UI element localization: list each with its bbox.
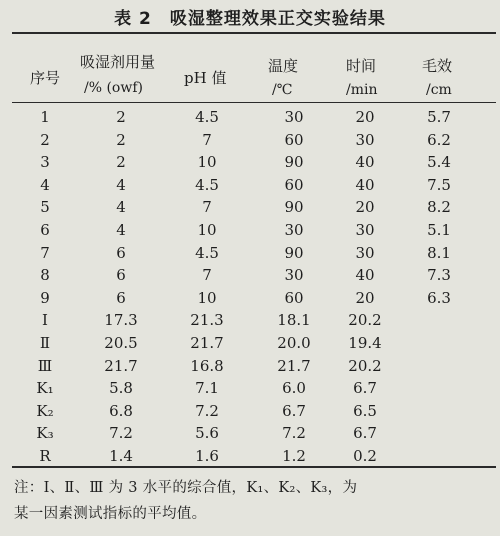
- cell-temp: 30: [284, 108, 304, 126]
- cell-time: 30: [355, 243, 375, 262]
- cell-time: 20: [355, 108, 375, 126]
- cell-dose: 17.3: [104, 311, 138, 330]
- cell-time: 30: [355, 221, 375, 239]
- cell-seq: 2: [40, 130, 50, 149]
- cell-seq: 5: [40, 198, 50, 217]
- cell-ph: 21.3: [190, 311, 224, 330]
- cell-temp: 30: [284, 221, 304, 239]
- cell-time: 6.7: [353, 424, 377, 443]
- cell-ph: 21.7: [190, 334, 224, 352]
- cell-seq: 9: [40, 288, 50, 307]
- cell-ph: 7.1: [195, 379, 219, 398]
- cell-dose: 4: [116, 175, 126, 194]
- cell-temp: 21.7: [277, 356, 311, 375]
- cell-wick: 7.3: [427, 266, 451, 285]
- cell-wick: 5.4: [427, 153, 451, 172]
- cell-dose: 21.7: [104, 356, 138, 375]
- cell-wick: 8.2: [427, 198, 451, 217]
- bottom-rule: [12, 466, 496, 468]
- cell-wick: 5.1: [427, 221, 451, 239]
- cell-time: 40: [355, 266, 375, 285]
- cell-time: 20.2: [348, 356, 382, 375]
- cell-wick: 8.1: [427, 243, 451, 262]
- table-title: 表 2 吸湿整理效果正交实验结果: [114, 9, 386, 29]
- cell-dose: 20.5: [104, 334, 138, 352]
- cell-seq: Ⅱ: [39, 334, 51, 352]
- cell-dose: 2: [116, 153, 126, 172]
- cell-wick: 7.5: [427, 175, 451, 194]
- header-temp-unit: /℃: [272, 82, 293, 98]
- header-dose: 吸湿剂用量: [80, 53, 156, 71]
- note-line-1: 注：Ⅰ、Ⅱ、Ⅲ 为 3 水平的综合值，K₁、K₂、K₃，为: [14, 480, 358, 496]
- cell-ph: 4.5: [195, 108, 219, 126]
- cell-temp: 7.2: [282, 424, 306, 443]
- header-ph: pH 值: [184, 69, 227, 87]
- cell-dose: 6: [116, 266, 126, 285]
- header-dose-unit: /% (owf): [84, 80, 143, 96]
- cell-dose: 6: [116, 288, 126, 307]
- cell-dose: 2: [116, 108, 126, 126]
- header-rule: [12, 102, 496, 103]
- cell-seq: K₁: [36, 379, 54, 398]
- cell-temp: 90: [284, 153, 304, 172]
- header-time: 时间: [346, 57, 377, 75]
- cell-ph: 4.5: [195, 175, 219, 194]
- cell-ph: 10: [197, 288, 217, 307]
- cell-time: 20: [355, 288, 375, 307]
- cell-dose: 6.8: [109, 401, 133, 420]
- header-time-unit: /min: [346, 82, 378, 98]
- cell-ph: 5.6: [195, 424, 219, 443]
- header-temp: 温度: [268, 57, 299, 75]
- cell-temp: 90: [284, 243, 304, 262]
- cell-seq: 3: [40, 153, 50, 172]
- cell-dose: 4: [116, 198, 126, 217]
- cell-ph: 7: [202, 198, 212, 217]
- cell-temp: 6.7: [282, 401, 306, 420]
- cell-seq: 1: [40, 108, 50, 126]
- cell-ph: 10: [197, 153, 217, 172]
- cell-temp: 20.0: [277, 334, 311, 352]
- cell-wick: 6.2: [427, 130, 451, 149]
- cell-time: 19.4: [348, 334, 382, 352]
- cell-seq: Ⅰ: [42, 311, 48, 330]
- cell-temp: 18.1: [277, 311, 311, 330]
- cell-time: 6.5: [353, 401, 377, 420]
- cell-dose: 1.4: [109, 447, 133, 465]
- cell-dose: 7.2: [109, 424, 133, 443]
- cell-dose: 6: [116, 243, 126, 262]
- cell-time: 0.2: [353, 447, 377, 465]
- cell-time: 20.2: [348, 311, 382, 330]
- top-rule: [12, 32, 496, 34]
- cell-time: 40: [355, 153, 375, 172]
- cell-seq: 8: [40, 266, 50, 285]
- cell-ph: 10: [197, 221, 217, 239]
- cell-temp: 60: [284, 288, 304, 307]
- cell-seq: 4: [40, 175, 50, 194]
- cell-temp: 30: [284, 266, 304, 285]
- cell-temp: 60: [284, 130, 304, 149]
- cell-ph: 7: [202, 130, 212, 149]
- cell-wick: 6.3: [427, 288, 451, 307]
- cell-wick: 5.7: [427, 108, 451, 126]
- table-note: [14, 475, 490, 527]
- cell-ph: 1.6: [195, 447, 219, 465]
- cell-seq: Ⅲ: [37, 356, 53, 375]
- cell-dose: 2: [116, 130, 126, 149]
- cell-time: 6.7: [353, 379, 377, 398]
- cell-seq: K₂: [36, 401, 54, 420]
- cell-dose: 5.8: [109, 379, 133, 398]
- header-seq: 序号: [30, 69, 61, 87]
- cell-temp: 60: [284, 175, 304, 194]
- cell-dose: 4: [116, 221, 126, 239]
- cell-time: 30: [355, 130, 375, 149]
- cell-temp: 6.0: [282, 379, 306, 398]
- cell-seq: 7: [40, 243, 50, 262]
- cell-ph: 7: [202, 266, 212, 285]
- cell-ph: 4.5: [195, 243, 219, 262]
- cell-time: 40: [355, 175, 375, 194]
- header-wick-unit: /cm: [426, 82, 452, 98]
- cell-ph: 7.2: [195, 401, 219, 420]
- cell-temp: 1.2: [282, 447, 306, 465]
- cell-temp: 90: [284, 198, 304, 217]
- cell-time: 20: [355, 198, 375, 217]
- note-line-2: 某一因素测试指标的平均值。: [14, 506, 207, 522]
- cell-seq: R: [39, 447, 51, 465]
- header-wick: 毛效: [422, 57, 453, 75]
- cell-seq: 6: [40, 221, 50, 239]
- cell-seq: K₃: [36, 424, 54, 443]
- cell-ph: 16.8: [190, 356, 224, 375]
